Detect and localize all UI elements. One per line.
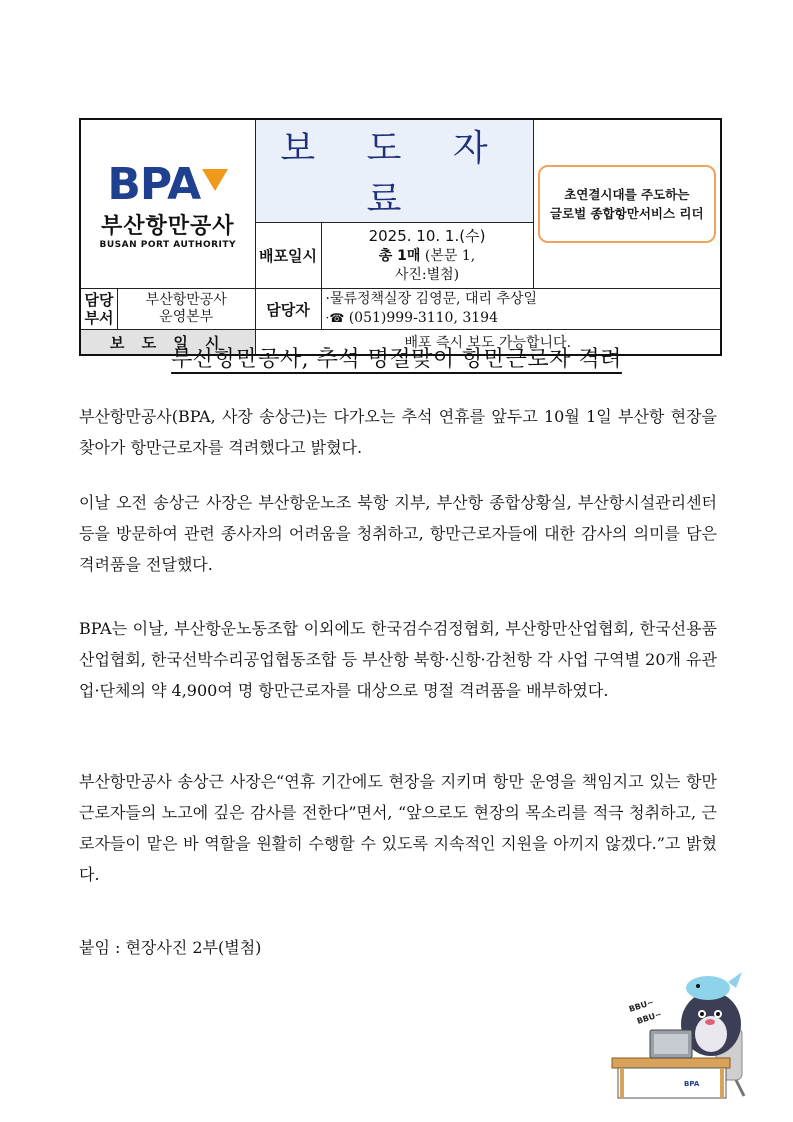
department-value (118, 289, 255, 329)
attachment-note: 붙임 : 현장사진 2부(별첨) (79, 938, 262, 957)
distribution-pages (322, 247, 533, 266)
distribution-date: 2025. 10. 1.(수) (368, 227, 486, 246)
mascot-speech-2: BBU~ (635, 1009, 663, 1026)
slogan-box (538, 165, 716, 244)
headline-text: 부산항만공사, 추석 명절맞이 항만근로자 격려 (171, 347, 622, 372)
mascot-illustration (608, 962, 760, 1100)
department-row (80, 289, 255, 330)
contact-value (321, 289, 721, 330)
paragraph-4: 부산항만공사 송상근 사장은“연휴 기간에도 현장을 지키며 항만 운영을 책임지고 있는 항만근로자들의 노고에 깊은 감사를 전한다”면서, “앞으로도 현장의 목소리를 적극 청취하고, 근로자들이 맡은 바 역할을 원활히 수행할 수 있도록 지속적인 지원을 아끼지 않겠다.”고 밝혔다. (79, 772, 717, 884)
monitor-logo: BPA (684, 1080, 700, 1088)
contact-phone (326, 309, 721, 328)
paragraph-2: 이날 오전 송상근 사장은 부산항운노조 북항 지부, 부산항 종합상황실, 부산항시설관리센터 등을 방문하여 관련 종사자의 어려움을 청취하고, 항만근로자들에 대한 감사의 의미를 담은 격려품을 전달했다. (79, 493, 717, 574)
slogan-cell (533, 119, 721, 289)
distribution-info (321, 223, 533, 289)
department-label (81, 289, 118, 329)
logo-triangle-icon (202, 169, 228, 191)
slogan-line-2: 글로벌 종합항만서비스 리더 (549, 206, 704, 221)
department-label-line-2: 부서 (84, 309, 114, 327)
bpa-logo (99, 159, 237, 250)
slogan-line-1: 초연결시대를 주도하는 (564, 186, 690, 202)
logo-cell (80, 119, 255, 289)
mascot-speech-1: BBU~ (627, 997, 655, 1014)
contact-label: 담당자 (255, 289, 321, 330)
contact-phone-number: (051)999-3110, 3194 (344, 310, 498, 326)
paragraph-3: BPA는 이날, 부산항운노동조합 이외에도 한국검수검정협회, 부산항만산업협회, 한국선용품산업협회, 한국선박수리공업협동조합 등 부산항 북항·신항·감천항 각 사업 구역별 20개 유관 업·단체의 약 4,900여 명 항만근로자를 대상으로 명절 격려품을 배부하였다. (79, 619, 717, 700)
press-header-table (79, 118, 722, 356)
press-release-title: 보 도 자 료 (255, 119, 533, 223)
logo-name-kr: 부산항만공사 (100, 214, 235, 239)
distribution-pages-line2: 사진:별첨) (394, 266, 460, 283)
logo-name-en: BUSAN PORT AUTHORITY (99, 240, 237, 250)
contact-names: ·물류정책실장 김영문, 대리 추상일 (325, 291, 538, 308)
paragraph-1: 부산항만공사(BPA, 사장 송상근)는 다가오는 추석 연휴를 앞두고 10월 1일 부산항 현장을 찾아가 항만근로자를 격려했다고 밝혔다. (79, 407, 717, 457)
department-label-line-1: 담당 (84, 291, 114, 309)
mascot-seal-icon (608, 962, 760, 1100)
distribution-label: 배포일시 (255, 223, 321, 289)
logo-mark: BPA (107, 159, 201, 210)
distribution-pages-detail: (본문 1, (420, 247, 476, 264)
distribution-pages-total: 총 1매 (378, 247, 421, 264)
department-value-line-1: 부산항만공사 (145, 291, 227, 308)
department-value-line-2: 운영본부 (159, 309, 214, 325)
headline (0, 342, 793, 373)
release-value: 배포 즉시 보도 가능합니다. (255, 330, 721, 356)
release-label: 보 도 일 시 (80, 330, 255, 356)
phone-icon: ·☎ (325, 311, 345, 325)
